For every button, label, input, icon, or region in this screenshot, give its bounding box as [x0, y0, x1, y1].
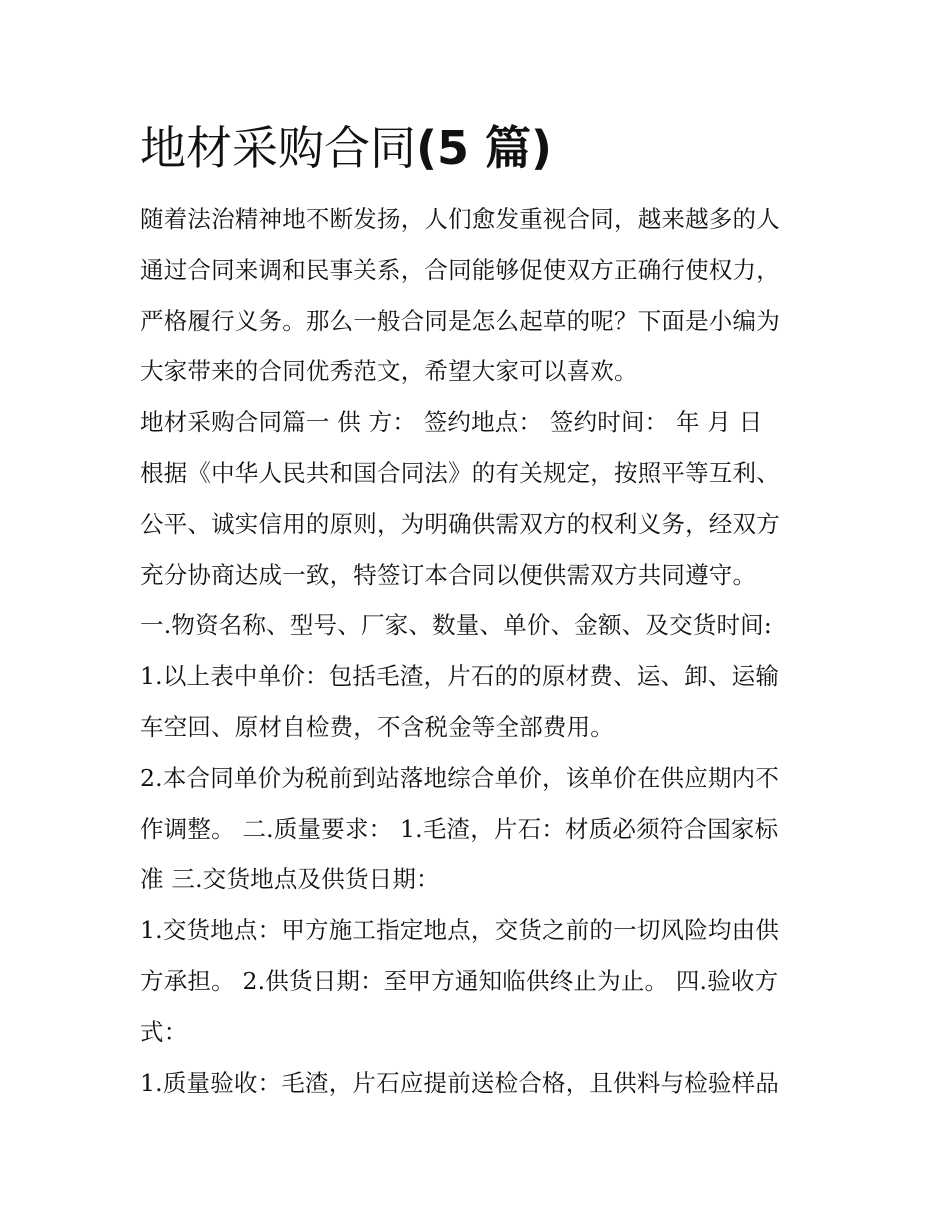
body-line: 公平、诚实信用的原则，为明确供需双方的权利义务，经双方 [140, 509, 780, 538]
body-line: 严格履行义务。那么一般合同是怎么起草的呢？下面是小编为 [140, 306, 780, 335]
body-line: 车空回、原材自检费，不含税金等全部费用。 [140, 712, 614, 741]
title-main: 地材采购合同 [140, 121, 416, 175]
body-line: 通过合同来调和民事关系，合同能够促使双方正确行使权力， [140, 255, 780, 284]
body-line: 一.物资名称、型号、厂家、数量、单价、金额、及交货时间: [140, 611, 772, 640]
document-body [140, 194, 820, 1108]
body-line: 大家带来的合同优秀范文，希望大家可以喜欢。 [140, 357, 638, 386]
body-line: 方承担。 2.供货日期：至甲方通知临供终止为止。 四.验收方 [140, 966, 779, 995]
body-line: 作调整。 二.质量要求： 1.毛渣，片石：材质必须符合国家标 [140, 814, 779, 843]
body-line: 充分协商达成一致，特签订本合同以便供需双方共同遵守。 [140, 560, 757, 589]
title-suffix: (5 篇) [416, 121, 553, 175]
body-line: 2.本合同单价为税前到站落地综合单价，该单价在供应期内不 [140, 763, 780, 792]
body-line: 1.交货地点：甲方施工指定地点，交货之前的一切风险均由供 [140, 916, 780, 945]
body-line: 式： [140, 1017, 188, 1046]
document-page [140, 112, 820, 1108]
body-line: 根据《中华人民共和国合同法》的有关规定，按照平等互利、 [140, 458, 780, 487]
body-line: 1.以上表中单价：包括毛渣，片石的的原材费、运、卸、运输 [140, 662, 780, 691]
document-title [140, 112, 820, 184]
body-line: 准 三.交货地点及供货日期： [140, 865, 440, 894]
body-line: 随着法治精神地不断发扬，人们愈发重视合同，越来越多的人 [140, 205, 780, 233]
body-line: 地材采购合同篇一 供 方： 签约地点： 签约时间： 年 月 日 [140, 408, 763, 437]
body-line: 1.质量验收：毛渣，片石应提前送检合格，且供料与检验样品 [140, 1068, 780, 1097]
